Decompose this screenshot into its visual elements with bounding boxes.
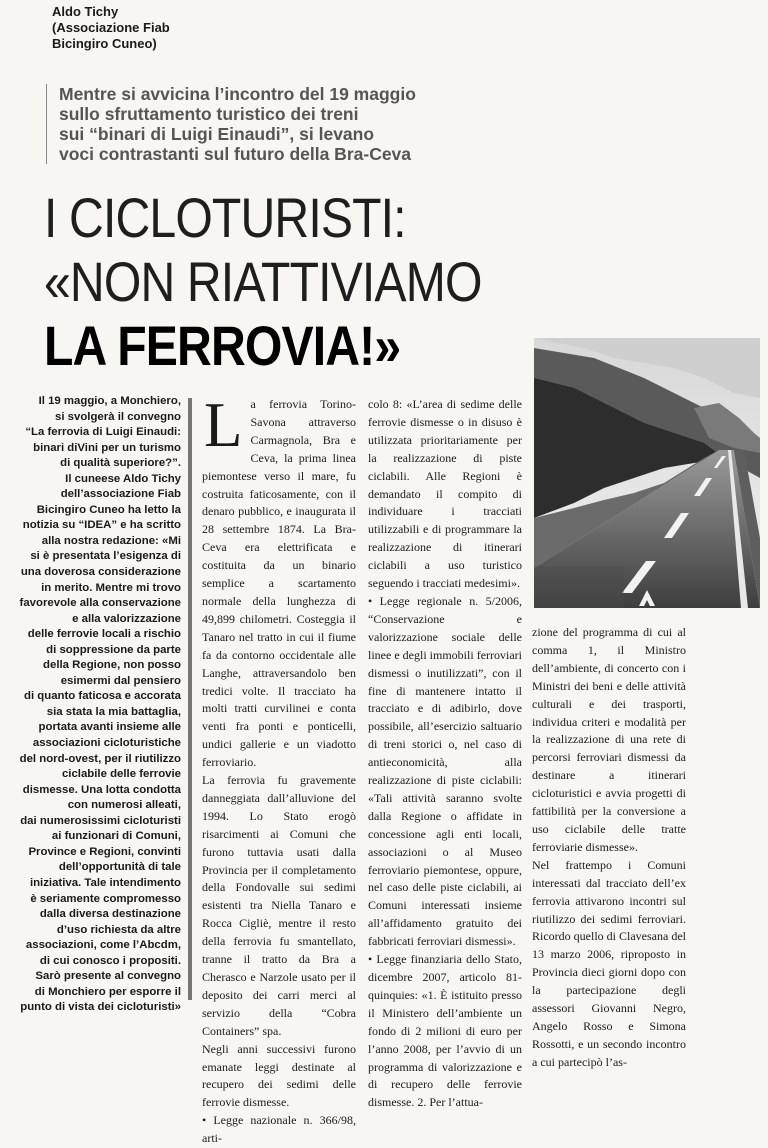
headline-line: I CICLOTURISTI: — [44, 186, 406, 249]
bike-path-photo — [534, 338, 760, 608]
author-affiliation-line1: (Associazione Fiab — [52, 20, 170, 35]
subtitle-line: voci contrastanti sul futuro della Bra-Ceva — [59, 144, 412, 164]
subtitle-line: sui “binari di Luigi Einaudi”, si levano — [59, 124, 375, 144]
author-name: Aldo Tichy — [52, 4, 119, 19]
body-column-1-text: a ferrovia Torino-Savona attraverso Carmagnola, Bra e Ceva, la prima linea piemontese verso il mare, fu costruita faticosamente, con il denaro pubblico, e inaugurata il 28 settembre 1874. La Bra-Ceva era elettrificata e costituita da un binario semplice a scartamento normale della lunghezza di 49,899 chilometri. Costeggia il Tanaro nel tratto in cui il fiume fa da contorno occidentale alle Langhe, attraversandolo ben tredici volte. Il tracciato ha molti tratti curvilinei e conta venti fra ponti e ponticelli, undici gallerie e un viadotto ferroviario. La ferrovia fu gravemente danneggiata dall’alluvione del 1994. Lo Stato erogò risarcimenti ai Comuni che furono tuttavia usati dalla Provincia per il completamento della Fondovalle sui sedimi esistenti tra Niella Tanaro e Rocca Cigliè, mentre il resto della ferrovia fu smantellato, tranne il tratto da Bra a Cherasco e Narzole usato per il deposito dei carri merci al servizio della “Cobra Containers” spa. Negli anni successivi furono emanate leggi destinate al recupero dei sedimi delle ferrovie dismesse. • Legge nazionale n. 366/98, arti- — [202, 397, 356, 1146]
subtitle-line: sullo sfruttamento turistico dei treni — [59, 104, 359, 124]
body-column-3: zione del programma di cui al comma 1, il Ministro dell’ambiente, di concerto con i Ministri dei beni e delle attività culturali e dei trasporti, individua criteri e modalità per la realizzazione di una rete di percorsi ferroviari dismessi da destinare a itinerari cicloturistici e avvia progetti di fattibilità per la conversione a uso ciclabile delle tratte ferroviarie dismesse». Nel frattempo i Comuni interessati dal tracciato dell’ex ferrovia attivarono incontri sul riutilizzo dei sedimi ferroviari. Ricordo quello di Clavesana del 13 marzo 2006, riproposto in Provincia dieci giorni dopo con la partecipazione degli assessori Giovanni Negro, Angelo Rosso e Simona Rossotti, e un secondo incontro a cui partecipò l’as- — [532, 625, 686, 1069]
headline-line: «NON RIATTIVIAMO — [44, 250, 482, 313]
author-byline — [52, 4, 292, 52]
article-subtitle — [46, 84, 579, 164]
drop-cap: L — [204, 390, 243, 460]
column-divider — [188, 398, 192, 1000]
headline-line: LA FERROVIA!» — [44, 314, 401, 377]
body-column-2: colo 8: «L’area di sedime delle ferrovie dismesse o in disuso è utilizzata prioritariamente per la realizzazione di piste ciclabili. Alle Regioni è demandato il compito di individuare i tracciati utilizzabili e di programmare la realizzazione di itinerari ciclabili a uso turistico seguendo i tracciati medesimi». • Legge regionale n. 5/2006, “Conservazione e valorizzazione sociale delle linee e degli immobili ferroviari dismessi o inutilizzati”, con il fine di mantenere intatto il tracciato e di adibirlo, dove possibile, all’esercizio saltuario di treni storici o, nel caso di antieconomicità, alla realizzazione di piste ciclabili: «Tali attività saranno svolte dalla Regione o affidate in concessione agli enti locali, associazioni o al Museo ferroviario piemontese, oppure, nel caso delle piste ciclabili, ai Comuni interessati insieme all’affidamento gratuito dei fabbricati ferroviari dismessi». • Legge finanziaria dello Stato, dicembre 2007, articolo 81-quinquies: «1. È istituito presso il Ministero dell’ambiente un fondo di 2 milioni di euro per l’anno 2008, per l’avvio di un programma di valorizzazione e di recupero delle ferrovie dismesse. 2. Per l’attua- — [368, 397, 522, 1110]
intro-column: Il 19 maggio, a Monchiero, si svolgerà il convegno “La ferrovia di Luigi Einaudi: binari diVini per un turismo di qualità superiore?”. Il cuneese Aldo Tichy dell’associazione Fiab Bicingiro Cuneo ha letto la notizia su “IDEA” e ha scritto alla nostra redazione: «Mi si è presentata l’esigenza di una doverosa considerazione in merito. Mentre mi trovo favorevole alla conservazione e alla valorizzazione delle ferrovie locali a rischio di soppressione da parte della Regione, non posso esimermi dal pensiero di quanto faticosa e accorata sia stata la mia battaglia, portata avanti insieme alle associazioni cicloturistiche del nord-ovest, per il riutilizzo ciclabile delle ferrovie dismesse. Una lotta condotta con numerosi alleati, dai numerosissimi cicloturisti ai funzionari di Comuni, Province e Regioni, convinti dell’opportunità di tale iniziativa. Tale intendimento è seriamente compromesso dalla diversa destinazione d’uso richiesta da altre associazioni, come l’Abcdm, di cui conosco i propositi. Sarò presente al convegno di Monchiero per esporre il punto di vista dei cicloturisti» — [19, 395, 181, 1014]
author-affiliation-line2: Bicingiro Cuneo) — [52, 36, 157, 51]
bike-path-photo-image — [534, 338, 760, 608]
subtitle-line: Mentre si avvicina l’incontro del 19 maggio — [59, 84, 416, 104]
article-headline — [44, 186, 491, 378]
body-column-1 — [202, 390, 356, 1148]
